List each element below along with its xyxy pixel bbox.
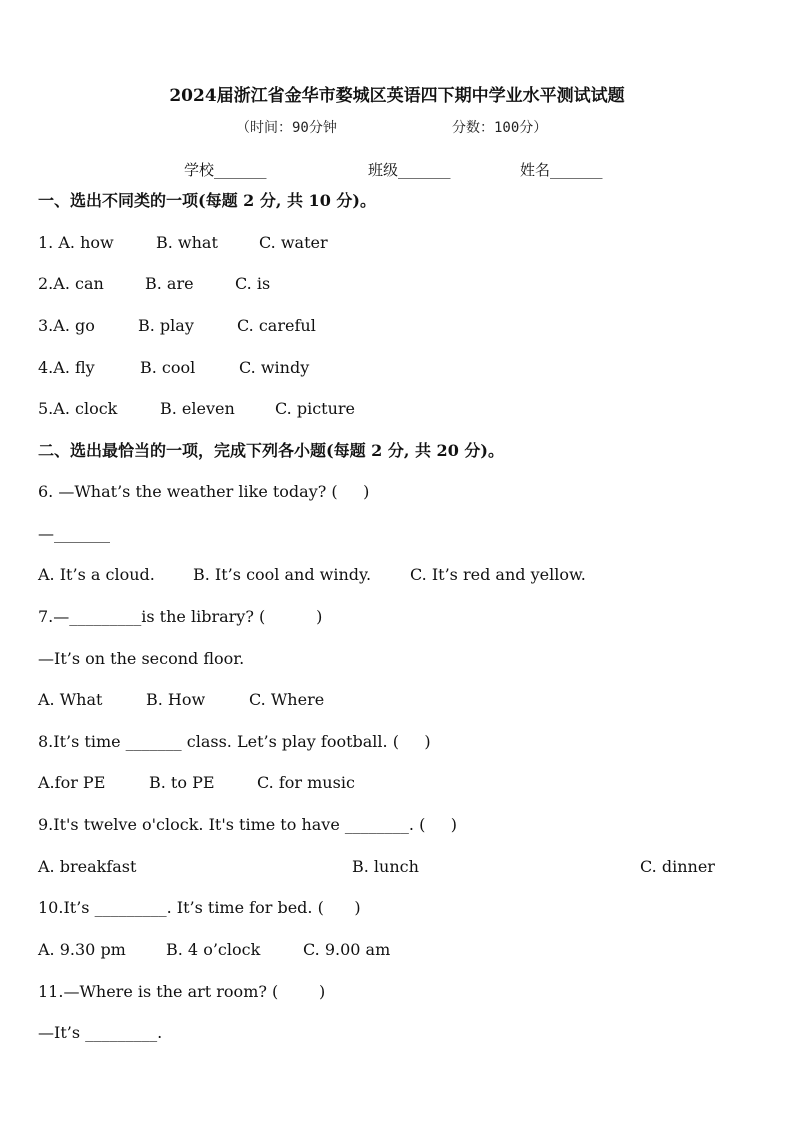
q1-option-c: C. water [259,233,328,252]
q9-option-c: C. dinner [640,857,715,876]
name-field: 姓名_______ [520,161,603,179]
q10-option-a: A. 9.30 pm [38,940,126,959]
q4-option-c: C. windy [239,358,310,377]
q4-option-a: 4.A. fly [38,358,95,377]
q5-option-c: C. picture [275,399,356,418]
q7-option-a: A. What [38,690,103,709]
exam-time: （时间：90分钟 [236,120,337,136]
q9-option-a: A. breakfast [38,857,137,876]
page-title: 2024届浙江省金华市婺城区英语四下期中学业水平测试试题 [169,86,625,106]
q6-option-a: A. It’s a cloud. [38,565,155,584]
q1-option-a: 1. A. how [38,233,114,252]
q10-stem: 10.It’s _________. It’s time for bed. ( ) [38,898,361,917]
q6-option-c: C. It’s red and yellow. [410,565,586,584]
q5-option-a: 5.A. clock [38,399,118,418]
q8-stem: 8.It’s time _______ class. Let’s play football. ( ) [38,732,431,751]
q10-option-b: B. 4 o’clock [166,940,261,959]
q11-reply: —It’s _________. [38,1023,163,1042]
q2-option-a: 2.A. can [38,274,104,293]
q6-answer-line: —_______ [38,524,110,543]
q8-option-b: B. to PE [149,773,215,792]
q9-stem: 9.It's twelve o'clock. It's time to have ________. ( ) [38,815,457,834]
school-field: 学校_______ [184,161,267,179]
q7-reply: —It’s on the second floor. [38,649,245,668]
exam-score: 分数：100分） [452,120,548,136]
q7-option-b: B. How [146,690,206,709]
q9-option-b: B. lunch [352,857,419,876]
q7-stem: 7.—_________is the library? ( ) [38,607,323,626]
q3-option-a: 3.A. go [38,316,95,335]
section-2-heading: 二、选出最恰当的一项，完成下列各小题(每题 2 分, 共 20 分)。 [38,441,504,460]
q6-option-b: B. It’s cool and windy. [193,565,372,584]
class-field: 班级_______ [368,161,451,179]
q5-option-b: B. eleven [160,399,235,418]
q11-stem: 11.—Where is the art room? ( ) [38,982,326,1001]
q6-stem: 6. —What’s the weather like today? ( ) [38,482,370,501]
q7-option-c: C. Where [249,690,325,709]
q3-option-c: C. careful [237,316,316,335]
q3-option-b: B. play [138,316,194,335]
q2-option-c: C. is [235,274,271,293]
q8-option-c: C. for music [257,773,355,792]
q10-option-c: C. 9.00 am [303,940,391,959]
q1-option-b: B. what [156,233,218,252]
q2-option-b: B. are [145,274,194,293]
q4-option-b: B. cool [140,358,196,377]
section-1-heading: 一、选出不同类的一项(每题 2 分, 共 10 分)。 [38,191,376,210]
q8-option-a: A.for PE [38,773,106,792]
